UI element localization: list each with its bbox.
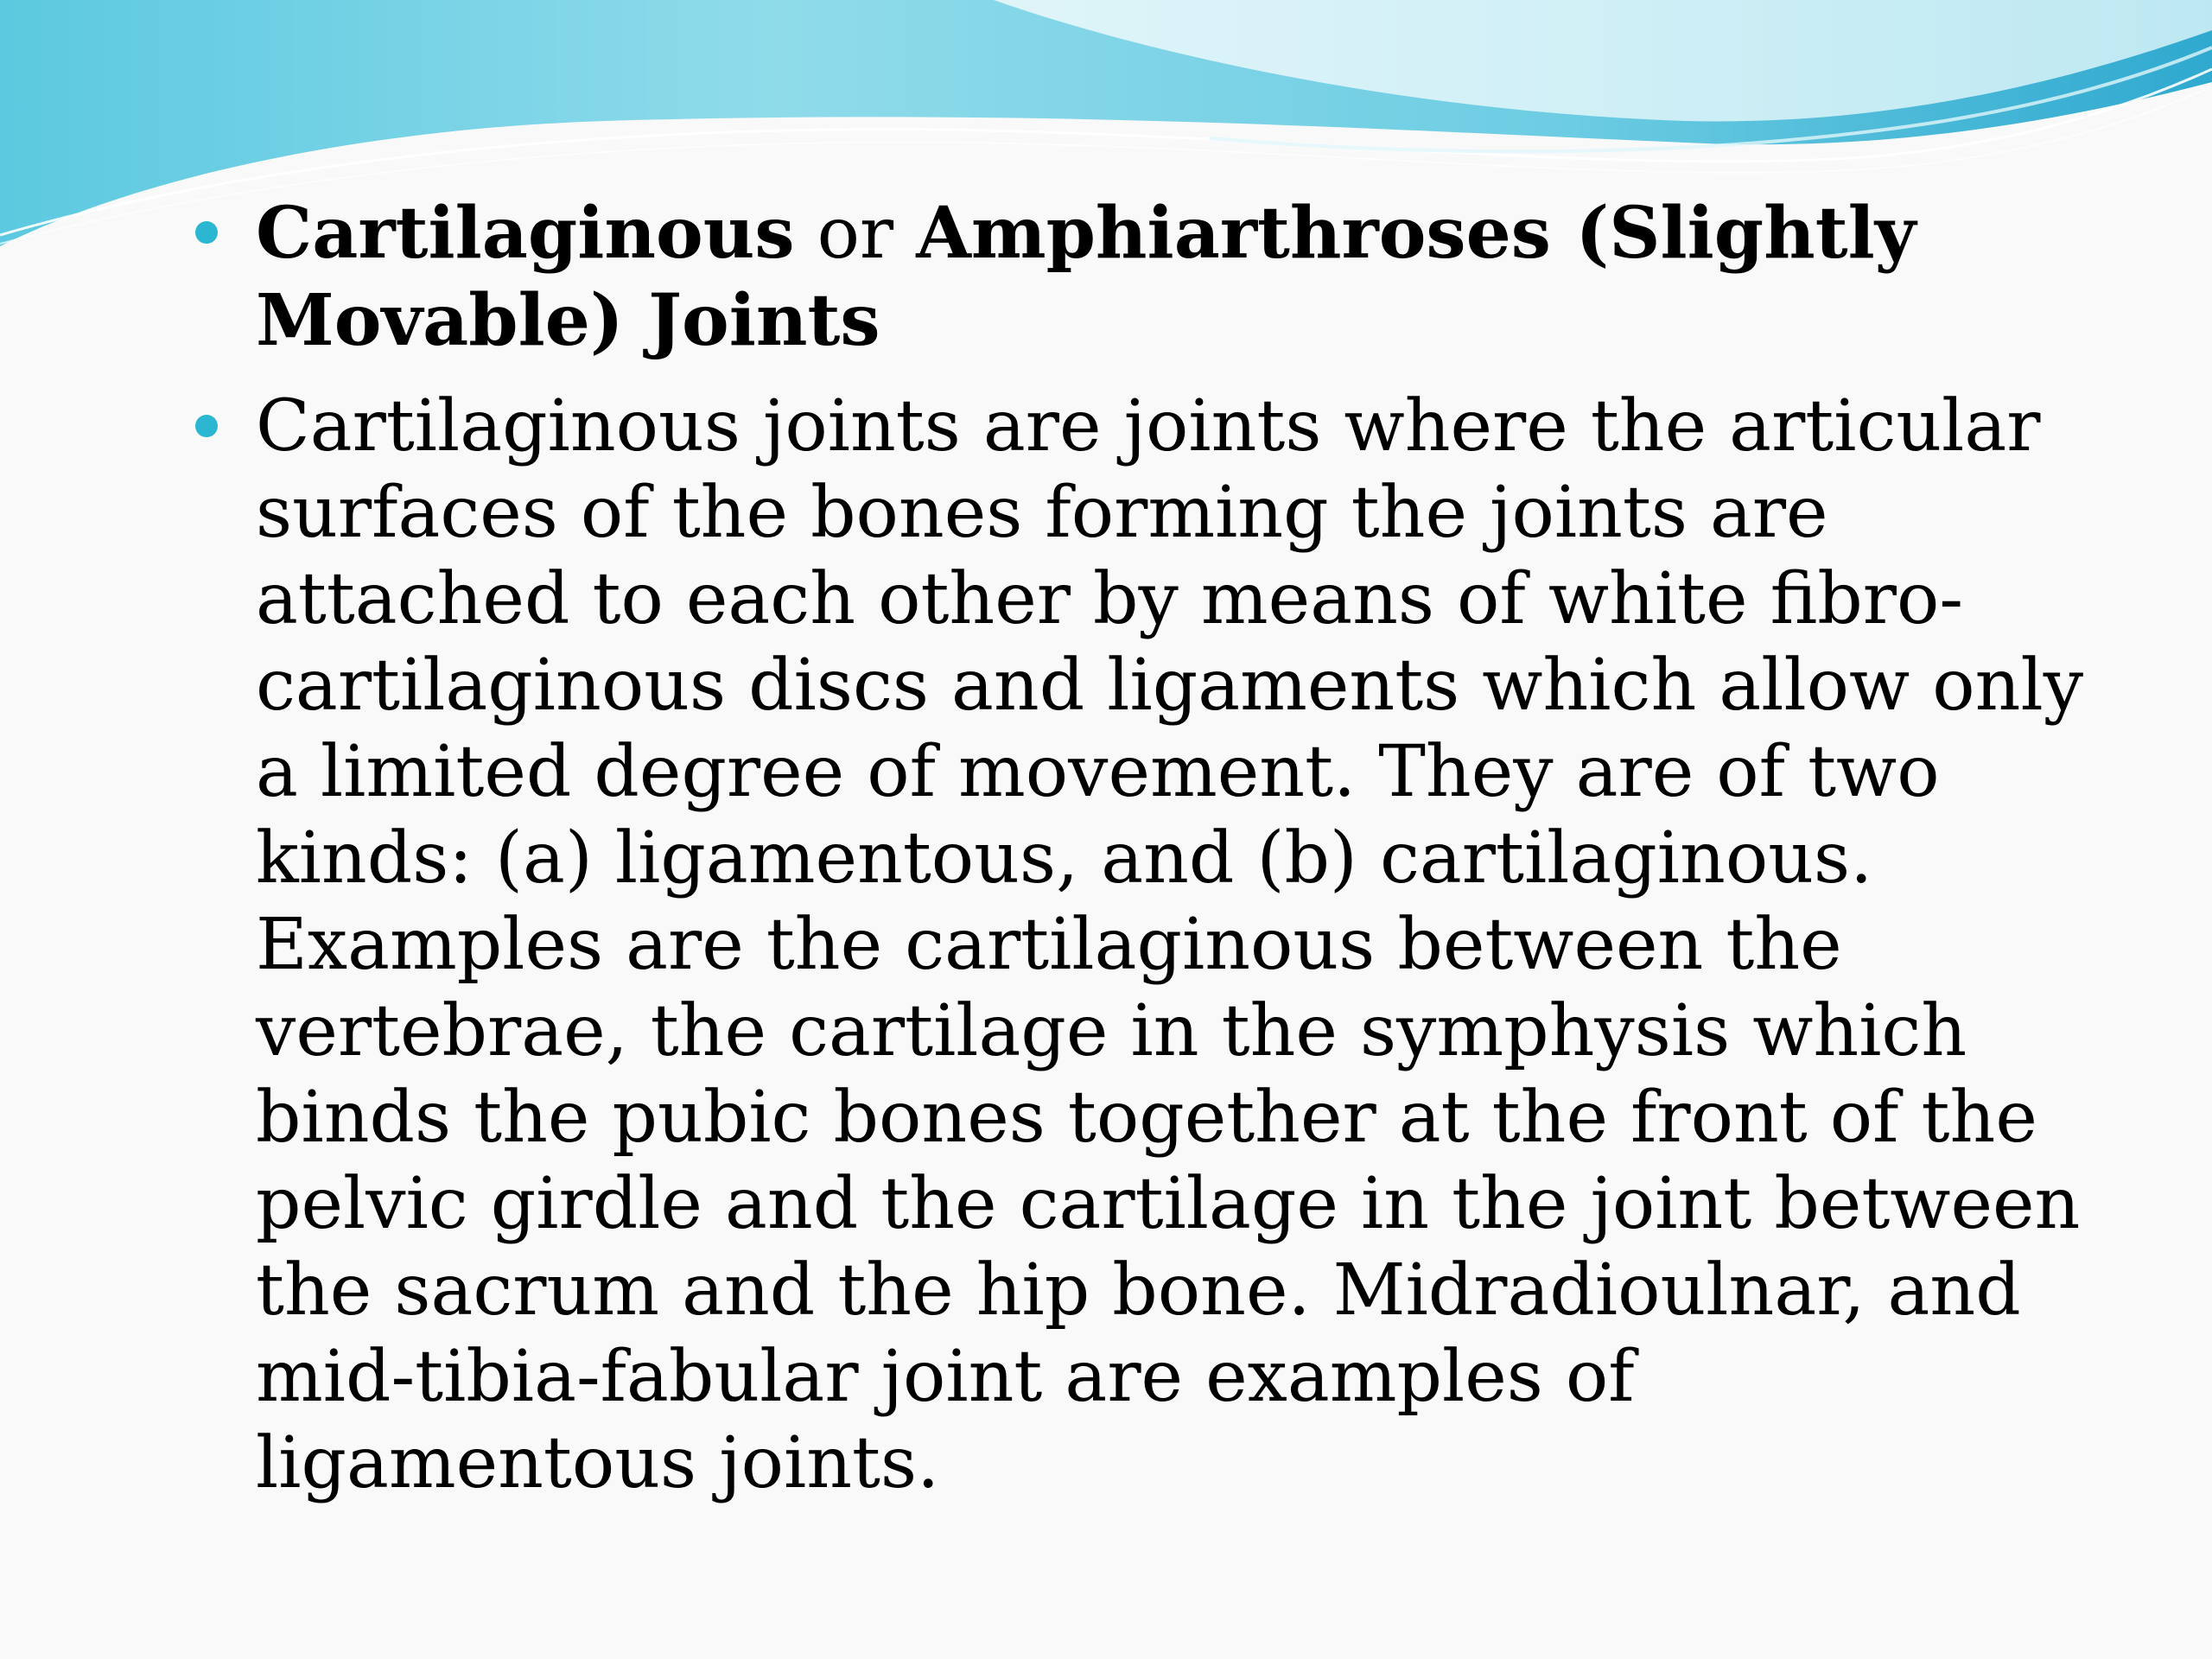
description-text: Cartilaginous joints are joints where the articular surfaces of the bones forming the joints are attached to each other by means of white fibro-cartilaginous discs and ligaments which allow only a limited degree of movement. They are of two kinds: (a) ligamentous, and (b) cartilaginous. Examples are the cartilaginous between the vertebrae, the cartilage in the symphysis which binds the pubic bones together at the front of the pelvic girdle and the cartilage in the joint between the sacrum and the hip bone. Midradioulnar, and mid-tibia-fabular joint are examples of ligamentous joints. bbox=[256, 385, 2084, 1504]
bullet-dot-icon bbox=[195, 415, 218, 437]
bullet-heading bbox=[192, 190, 2093, 365]
bullet-list bbox=[192, 190, 2093, 1526]
bullet-description bbox=[192, 384, 2093, 1507]
bullet-dot-icon bbox=[195, 221, 218, 244]
heading-connector: or bbox=[794, 193, 917, 275]
heading-term-amphiarthroses: Amphiarthroses (Slightly Movable) Joints bbox=[256, 192, 1916, 362]
heading-term-cartilaginous: Cartilaginous bbox=[256, 192, 795, 275]
